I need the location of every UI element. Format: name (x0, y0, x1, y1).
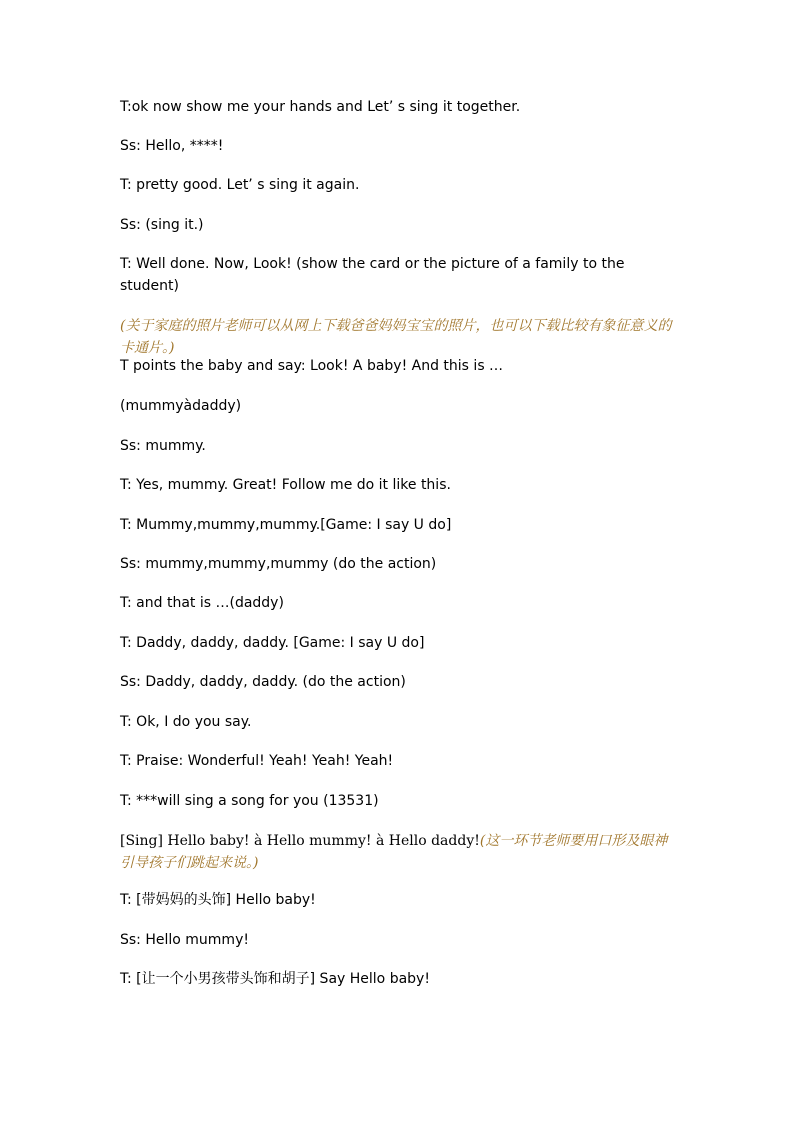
dialogue-line: Ss: Hello mummy! (120, 932, 249, 948)
sing-line (120, 830, 676, 874)
dialogue-line: T: and that is …(daddy) (120, 595, 284, 611)
sing-text: [Sing] Hello baby! à Hello mummy! à Hello daddy! (120, 833, 480, 849)
dialogue-line: T points the baby and say: Look! A baby! And this is … (120, 358, 504, 374)
dialogue-line: Ss: Daddy, daddy, daddy. (do the action) (120, 674, 406, 690)
dialogue-line: Ss: mummy,mummy,mummy (do the action) (120, 556, 437, 572)
dialogue-line: T: [让一个小男孩带头饰和胡子] Say Hello baby! (120, 971, 430, 987)
dialogue-line: T: Ok, I do you say. (120, 714, 252, 730)
dialogue-line: Ss: Hello, ****! (120, 138, 224, 154)
dialogue-line: T: Mummy,mummy,mummy.[Game: I say U do] (120, 517, 452, 533)
dialogue-line: T: [带妈妈的头饰] Hello baby! (120, 892, 316, 908)
dialogue-line: (mummyàdaddy) (120, 398, 242, 414)
dialogue-line: T: pretty good. Let’ s sing it again. (120, 177, 360, 193)
dialogue-line: T: Daddy, daddy, daddy. [Game: I say U do] (120, 635, 425, 651)
document-page (120, 0, 680, 1123)
dialogue-line: T: Praise: Wonderful! Yeah! Yeah! Yeah! (120, 753, 394, 769)
teacher-note: (关于家庭的照片老师可以从网上下载爸爸妈妈宝宝的照片，也可以下载比较有象征意义的卡通片。) (120, 318, 672, 356)
dialogue-line: T: Well done. Now, Look! (show the card or the picture of a family to the student) (120, 256, 625, 294)
dialogue-line: T:ok now show me your hands and Let’ s sing it together. (120, 99, 521, 115)
teacher-note: (这一环节老师要用口形及眼神引导孩子们跳起来说。) (120, 833, 668, 871)
dialogue-line: T: ***will sing a song for you (13531) (120, 793, 379, 809)
dialogue-line: T: Yes, mummy. Great! Follow me do it like this. (120, 477, 451, 493)
dialogue-line: Ss: mummy. (120, 438, 206, 454)
dialogue-line: Ss: (sing it.) (120, 217, 204, 233)
